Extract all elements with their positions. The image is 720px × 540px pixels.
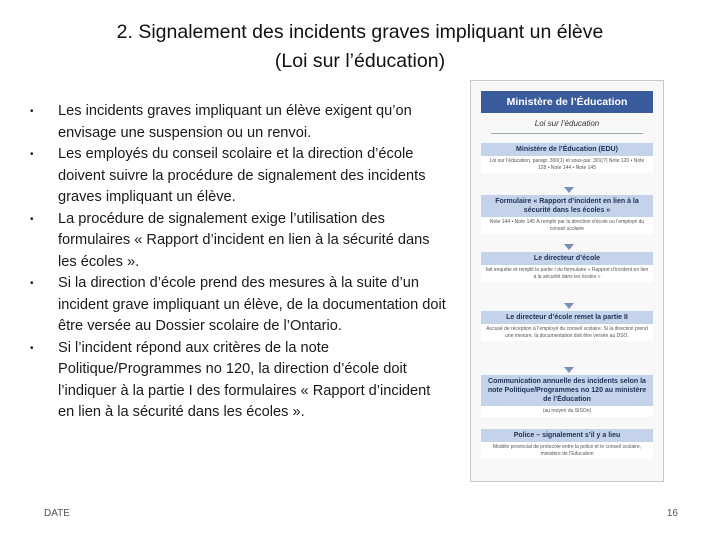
down-arrow-icon — [564, 303, 574, 309]
bullet-item — [30, 338, 450, 424]
bullet-item — [30, 209, 450, 274]
flow-box-body: Loi sur l’éducation, paragr. 300(1) et sous-par. 301(?) Note 120 • Note 128 • Note 144 • Note 145 — [489, 158, 645, 171]
flow-box-head: Ministère de l’Éducation (EDU) — [481, 143, 653, 156]
bullet-text: Si l’incident répond aux critères de la note Politique/Programmes no 120, la direction d’école doit l’indiquer à la partie I des formulaires « Rapport d’incident en lien à la sécurité dans les écoles ». — [58, 339, 431, 420]
flow-box-head: Police – signalement s’il y a lieu — [481, 429, 653, 442]
title-line-2: (Loi sur l’éducation) — [274, 50, 446, 72]
bullet-glyph: • — [30, 278, 34, 289]
flow-box-head: Le directeur d’école remet la partie II — [481, 311, 653, 324]
flow-box-principal — [481, 252, 653, 282]
bullet-text: Les employés du conseil scolaire et la direction d’école doivent suivre la procédure de signalement des incidents graves impliquant un élève. — [58, 146, 426, 205]
bullet-text: Les incidents graves impliquant un élève exigent qu’on envisage une suspension ou un renvoi. — [58, 103, 412, 141]
flow-box-head: Le directeur d’école — [481, 252, 653, 265]
flow-box-form — [481, 195, 653, 234]
flow-box-annual-report — [481, 375, 653, 417]
flow-box-body: (au moyen du SISOn) — [542, 408, 592, 414]
flow-box-body: Note 144 • Note 145 À remplir par la direction d’école ou l’employé du conseil scolaire — [489, 219, 645, 232]
flow-box-ministry — [481, 143, 653, 173]
bullet-text: La procédure de signalement exige l’utilisation des formulaires « Rapport d’incident en lien à la sécurité dans les écoles ». — [58, 210, 430, 270]
flow-box-police — [481, 429, 653, 459]
flow-box-head: Communication annuelle des incidents selon la note Politique/Programmes no 120 au ministère de l’Éducation — [481, 375, 653, 406]
page-number: 16 — [666, 508, 678, 519]
slide-title — [40, 18, 680, 76]
flow-box-head: Formulaire « Rapport d’incident en lien à la sécurité dans les écoles » — [481, 195, 653, 217]
figure-subheader: Loi sur l’éducation — [534, 119, 600, 128]
down-arrow-icon — [564, 367, 574, 373]
title-line-1: 2. Signalement des incidents graves impliquant un élève — [116, 21, 604, 43]
flowchart-figure — [470, 80, 664, 482]
bullet-list — [30, 101, 450, 424]
flow-box-body: Accusé de réception à l’employé du conseil scolaire. Si la direction prend une mesure, la documentation doit être versée au DSO. — [486, 326, 648, 339]
flow-box-body: Modèle provincial de protocole entre la police et le conseil scolaire, ministère de l’Éducation — [492, 444, 642, 457]
bullet-item — [30, 273, 450, 338]
flow-box-part-two — [481, 311, 653, 341]
bullet-glyph: • — [30, 213, 34, 225]
bullet-glyph: • — [30, 342, 34, 354]
down-arrow-icon — [564, 187, 574, 193]
bullet-item — [30, 101, 450, 144]
bullet-glyph: • — [30, 106, 34, 117]
down-arrow-icon — [564, 244, 574, 250]
figure-divider — [491, 133, 643, 134]
flow-box-body: fait enquête et remplit la partie I du formulaire « Rapport d’incident en lien à la sécurité dans les écoles » — [485, 267, 649, 280]
bullet-glyph: • — [30, 149, 34, 160]
figure-header: Ministère de l’Éducation — [481, 91, 653, 113]
bullet-item — [30, 144, 450, 209]
bullet-text: Si la direction d’école prend des mesures à la suite d’un incident grave impliquant un élève, de la documentation doit être versée au Dossier scolaire de l’Ontario. — [58, 275, 446, 334]
footer-date: DATE — [44, 508, 70, 519]
